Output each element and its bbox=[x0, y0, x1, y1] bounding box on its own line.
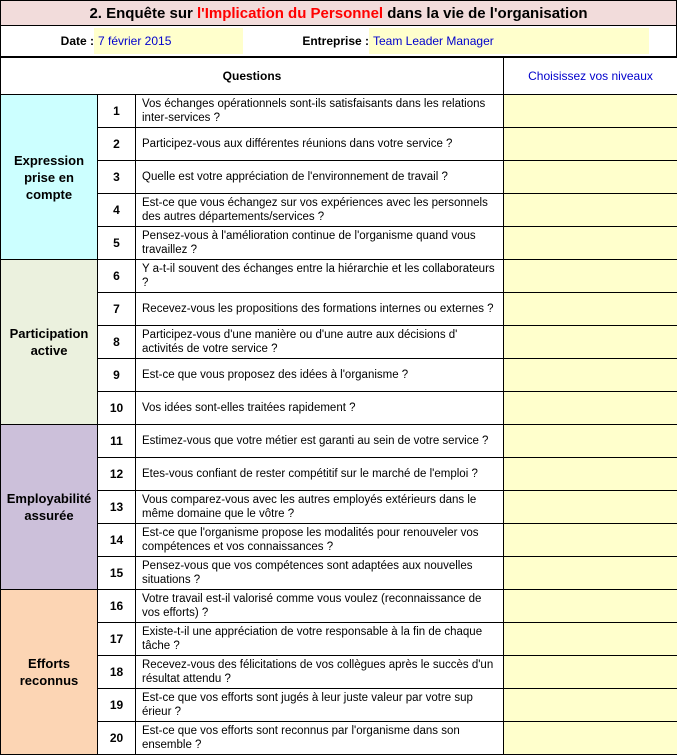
question-number: 2 bbox=[98, 128, 136, 161]
question-number: 13 bbox=[98, 491, 136, 524]
company-field[interactable]: Team Leader Manager bbox=[369, 28, 649, 54]
question-number: 11 bbox=[98, 425, 136, 458]
questions-header: Questions bbox=[1, 58, 504, 95]
question-text: Pensez-vous à l'amélioration continue de l'organisme quand vous travaillez ? bbox=[136, 227, 504, 260]
table-row bbox=[1, 260, 677, 293]
category-label: Employabilité assurée bbox=[1, 425, 98, 590]
title-highlight: l'Implication du Personnel bbox=[196, 5, 384, 22]
table-row bbox=[1, 656, 677, 689]
question-number: 12 bbox=[98, 458, 136, 491]
question-text: Est-ce que l'organisme propose les modalités pour renouveler vos compétences et vos connaissances ? bbox=[136, 524, 504, 557]
table-row bbox=[1, 590, 677, 623]
question-text: Votre travail est-il valorisé comme vous voulez (reconnaissance de vos efforts) ? bbox=[136, 590, 504, 623]
question-number: 16 bbox=[98, 590, 136, 623]
title-prefix: 2. Enquête sur bbox=[89, 5, 197, 22]
date-field[interactable]: 7 février 2015 bbox=[94, 28, 243, 54]
category-label: Efforts reconnus bbox=[1, 590, 98, 755]
category-label: Participation active bbox=[1, 260, 98, 425]
question-text: Recevez-vous les propositions des formations internes ou externes ? bbox=[136, 293, 504, 326]
question-text: Y a-t-il souvent des échanges entre la hiérarchie et les collaborateurs ? bbox=[136, 260, 504, 293]
question-number: 9 bbox=[98, 359, 136, 392]
level-select-cell[interactable] bbox=[504, 161, 677, 194]
level-select-cell[interactable] bbox=[504, 227, 677, 260]
question-text: Vos échanges opérationnels sont-ils satisfaisants dans les relations inter-services ? bbox=[136, 95, 504, 128]
question-text: Etes-vous confiant de rester compétitif sur le marché de l'emploi ? bbox=[136, 458, 504, 491]
question-text: Recevez-vous des félicitations de vos collègues après le succès d'un résultat attendu ? bbox=[136, 656, 504, 689]
level-select-cell[interactable] bbox=[504, 722, 677, 755]
level-select-cell[interactable] bbox=[504, 326, 677, 359]
question-number: 18 bbox=[98, 656, 136, 689]
question-text: Est-ce que vous échangez sur vos expériences avec les personnels des autres départements/services ? bbox=[136, 194, 504, 227]
table-row bbox=[1, 359, 677, 392]
question-text: Existe-t-il une appréciation de votre responsable à la fin de chaque tâche ? bbox=[136, 623, 504, 656]
question-number: 10 bbox=[98, 392, 136, 425]
level-select-cell[interactable] bbox=[504, 689, 677, 722]
question-text: Pensez-vous que vos compétences sont adaptées aux nouvelles situations ? bbox=[136, 557, 504, 590]
table-row bbox=[1, 557, 677, 590]
question-number: 3 bbox=[98, 161, 136, 194]
level-select-cell[interactable] bbox=[504, 194, 677, 227]
level-select-cell[interactable] bbox=[504, 458, 677, 491]
date-label: Date : bbox=[60, 34, 94, 48]
question-text: Vos idées sont-elles traitées rapidement ? bbox=[136, 392, 504, 425]
question-number: 15 bbox=[98, 557, 136, 590]
question-text: Est-ce que vos efforts sont reconnus par l'organisme dans son ensemble ? bbox=[136, 722, 504, 755]
question-text: Participez-vous d'une manière ou d'une autre aux décisions d' activités de votre service ? bbox=[136, 326, 504, 359]
table-row bbox=[1, 623, 677, 656]
level-select-cell[interactable] bbox=[504, 425, 677, 458]
question-text: Participez-vous aux différentes réunions dans votre service ? bbox=[136, 128, 504, 161]
question-text: Quelle est votre appréciation de l'environnement de travail ? bbox=[136, 161, 504, 194]
table-row bbox=[1, 425, 677, 458]
level-select-cell[interactable] bbox=[504, 491, 677, 524]
table-row bbox=[1, 689, 677, 722]
level-select-cell[interactable] bbox=[504, 590, 677, 623]
table-row bbox=[1, 95, 677, 128]
level-select-cell[interactable] bbox=[504, 95, 677, 128]
table-row bbox=[1, 491, 677, 524]
choose-levels-header: Choisissez vos niveaux bbox=[504, 58, 677, 95]
level-select-cell[interactable] bbox=[504, 128, 677, 161]
question-number: 6 bbox=[98, 260, 136, 293]
question-number: 1 bbox=[98, 95, 136, 128]
question-number: 17 bbox=[98, 623, 136, 656]
level-select-cell[interactable] bbox=[504, 392, 677, 425]
question-number: 8 bbox=[98, 326, 136, 359]
table-row bbox=[1, 128, 677, 161]
table-row bbox=[1, 194, 677, 227]
table-row bbox=[1, 293, 677, 326]
level-select-cell[interactable] bbox=[504, 359, 677, 392]
question-number: 4 bbox=[98, 194, 136, 227]
question-text: Estimez-vous que votre métier est garanti au sein de votre service ? bbox=[136, 425, 504, 458]
table-row bbox=[1, 326, 677, 359]
questions-table bbox=[0, 57, 677, 755]
question-text: Vous comparez-vous avec les autres employés extérieurs dans le même domaine que le vôtre ? bbox=[136, 491, 504, 524]
questions-body bbox=[1, 95, 677, 755]
table-row bbox=[1, 722, 677, 755]
question-text: Est-ce que vous proposez des idées à l'organisme ? bbox=[136, 359, 504, 392]
level-select-cell[interactable] bbox=[504, 557, 677, 590]
table-row bbox=[1, 227, 677, 260]
category-label: Expression prise en compte bbox=[1, 95, 98, 260]
level-select-cell[interactable] bbox=[504, 524, 677, 557]
level-select-cell[interactable] bbox=[504, 656, 677, 689]
table-row bbox=[1, 524, 677, 557]
table-row bbox=[1, 458, 677, 491]
table-row bbox=[1, 161, 677, 194]
info-bar bbox=[0, 26, 677, 57]
company-label: Entreprise : bbox=[302, 34, 369, 48]
survey-title bbox=[0, 0, 677, 26]
table-row bbox=[1, 392, 677, 425]
question-number: 19 bbox=[98, 689, 136, 722]
level-select-cell[interactable] bbox=[504, 623, 677, 656]
level-select-cell[interactable] bbox=[504, 293, 677, 326]
question-text: Est-ce que vos efforts sont jugés à leur juste valeur par votre sup érieur ? bbox=[136, 689, 504, 722]
question-number: 14 bbox=[98, 524, 136, 557]
question-number: 7 bbox=[98, 293, 136, 326]
title-suffix: dans la vie de l'organisation bbox=[383, 5, 588, 22]
question-number: 20 bbox=[98, 722, 136, 755]
level-select-cell[interactable] bbox=[504, 260, 677, 293]
question-number: 5 bbox=[98, 227, 136, 260]
